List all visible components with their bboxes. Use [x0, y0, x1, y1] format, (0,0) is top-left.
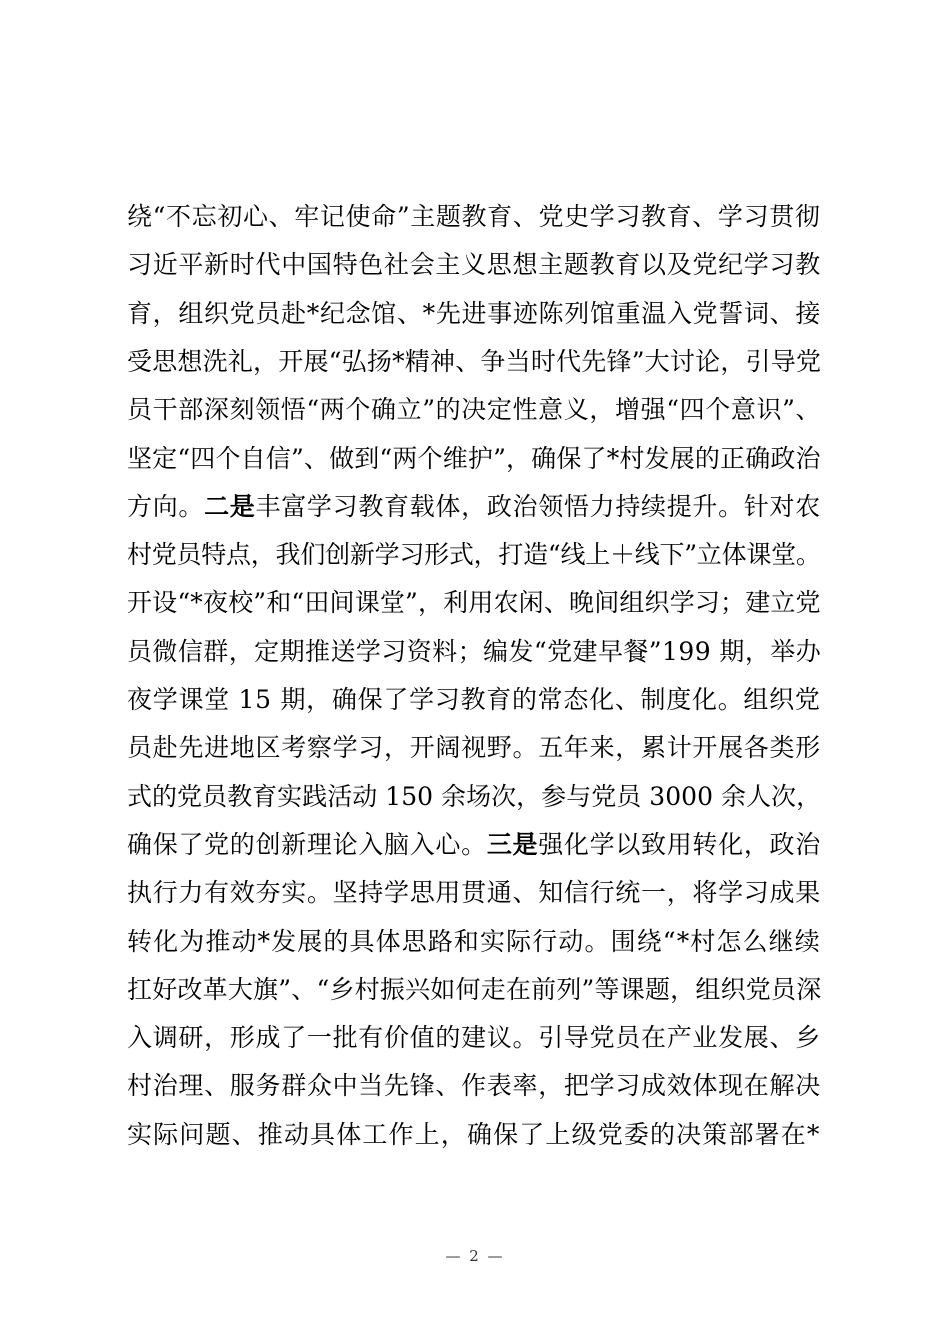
- text-segment: 开设“*夜校”和“田间课堂”，利用农闲、晚间组织学习；建立党: [127, 588, 821, 618]
- text-segment: 式的党员教育实践活动 150 余场次，参与党员 3000 余人次，: [127, 781, 822, 811]
- text-segment: 习近平新时代中国特色社会主义思想主题教育以及党纪学习教: [127, 250, 821, 280]
- text-line: [127, 531, 821, 579]
- bold-text-segment: 三是: [486, 829, 539, 859]
- text-segment: 执行力有效夯实。坚持学思用贯通、知信行统一，将学习成果: [127, 878, 821, 908]
- text-segment: 确保了党的创新理论入脑入心。: [127, 829, 487, 859]
- text-segment: 受思想洗礼，开展“弘扬*精神、争当时代先锋”大讨论，引导党: [127, 346, 822, 376]
- text-line: [127, 724, 821, 772]
- text-segment: 扛好改革大旗”、“乡村振兴如何走在前列”等课题，组织党员深: [127, 974, 822, 1004]
- text-line: [127, 773, 821, 821]
- text-line: [127, 435, 821, 483]
- text-line: [127, 290, 821, 338]
- text-segment: 绕“不忘初心、牢记使命”主题教育、党史学习教育、学习贯彻: [127, 202, 821, 231]
- text-segment: 村党员特点，我们创新学习形式，打造“线上＋线下”立体课堂。: [127, 540, 821, 570]
- text-segment: 员赴先进地区考察学习，开阔视野。五年来，累计开展各类形: [127, 733, 821, 763]
- text-line: [127, 338, 821, 386]
- text-line: [127, 676, 821, 724]
- text-line: [127, 918, 821, 966]
- text-segment: 村治理、服务群众中当先锋、作表率，把学习成效体现在解决: [127, 1071, 821, 1101]
- text-segment: 员微信群，定期推送学习资料；编发“党建早餐”199 期，举办: [127, 636, 822, 666]
- page-number: — 2 —: [445, 1247, 505, 1265]
- text-segment: 入调研，形成了一批有价值的建议。引导党员在产业发展、乡: [127, 1023, 821, 1053]
- text-line: [127, 628, 821, 676]
- text-line: [127, 966, 821, 1014]
- text-segment: 强化学以致用转化，政治: [538, 829, 821, 859]
- text-line: [127, 1062, 821, 1110]
- text-line: [127, 869, 821, 917]
- text-segment: 育，组织党员赴*纪念馆、*先进事迹陈列馆重温入党誓词、接: [127, 298, 822, 328]
- text-segment: 方向。: [127, 491, 205, 521]
- text-line: [127, 821, 821, 869]
- text-line: [127, 193, 820, 241]
- text-line: [127, 483, 821, 531]
- bold-text-segment: 二是: [204, 491, 256, 521]
- text-segment: 员干部深刻领悟“两个确立”的决定性意义，增强“四个意识”、: [127, 395, 822, 425]
- text-line: [127, 579, 821, 627]
- text-line: [127, 1014, 821, 1062]
- text-segment: 坚定“四个自信”、做到“两个维护”，确保了*村发展的正确政治: [127, 443, 821, 473]
- text-line: [127, 1111, 821, 1159]
- text-segment: 丰富学习教育载体，政治领悟力持续提升。针对农: [255, 491, 821, 521]
- text-segment: 夜学课堂 15 期，确保了学习教育的常态化、制度化。组织党: [127, 685, 821, 714]
- text-line: [127, 386, 821, 434]
- text-line: [127, 241, 821, 289]
- text-segment: 实际问题、推动具体工作上，确保了上级党委的决策部署在*: [127, 1119, 821, 1149]
- text-segment: 转化为推动*发展的具体思路和实际行动。围绕“*村怎么继续: [127, 926, 821, 956]
